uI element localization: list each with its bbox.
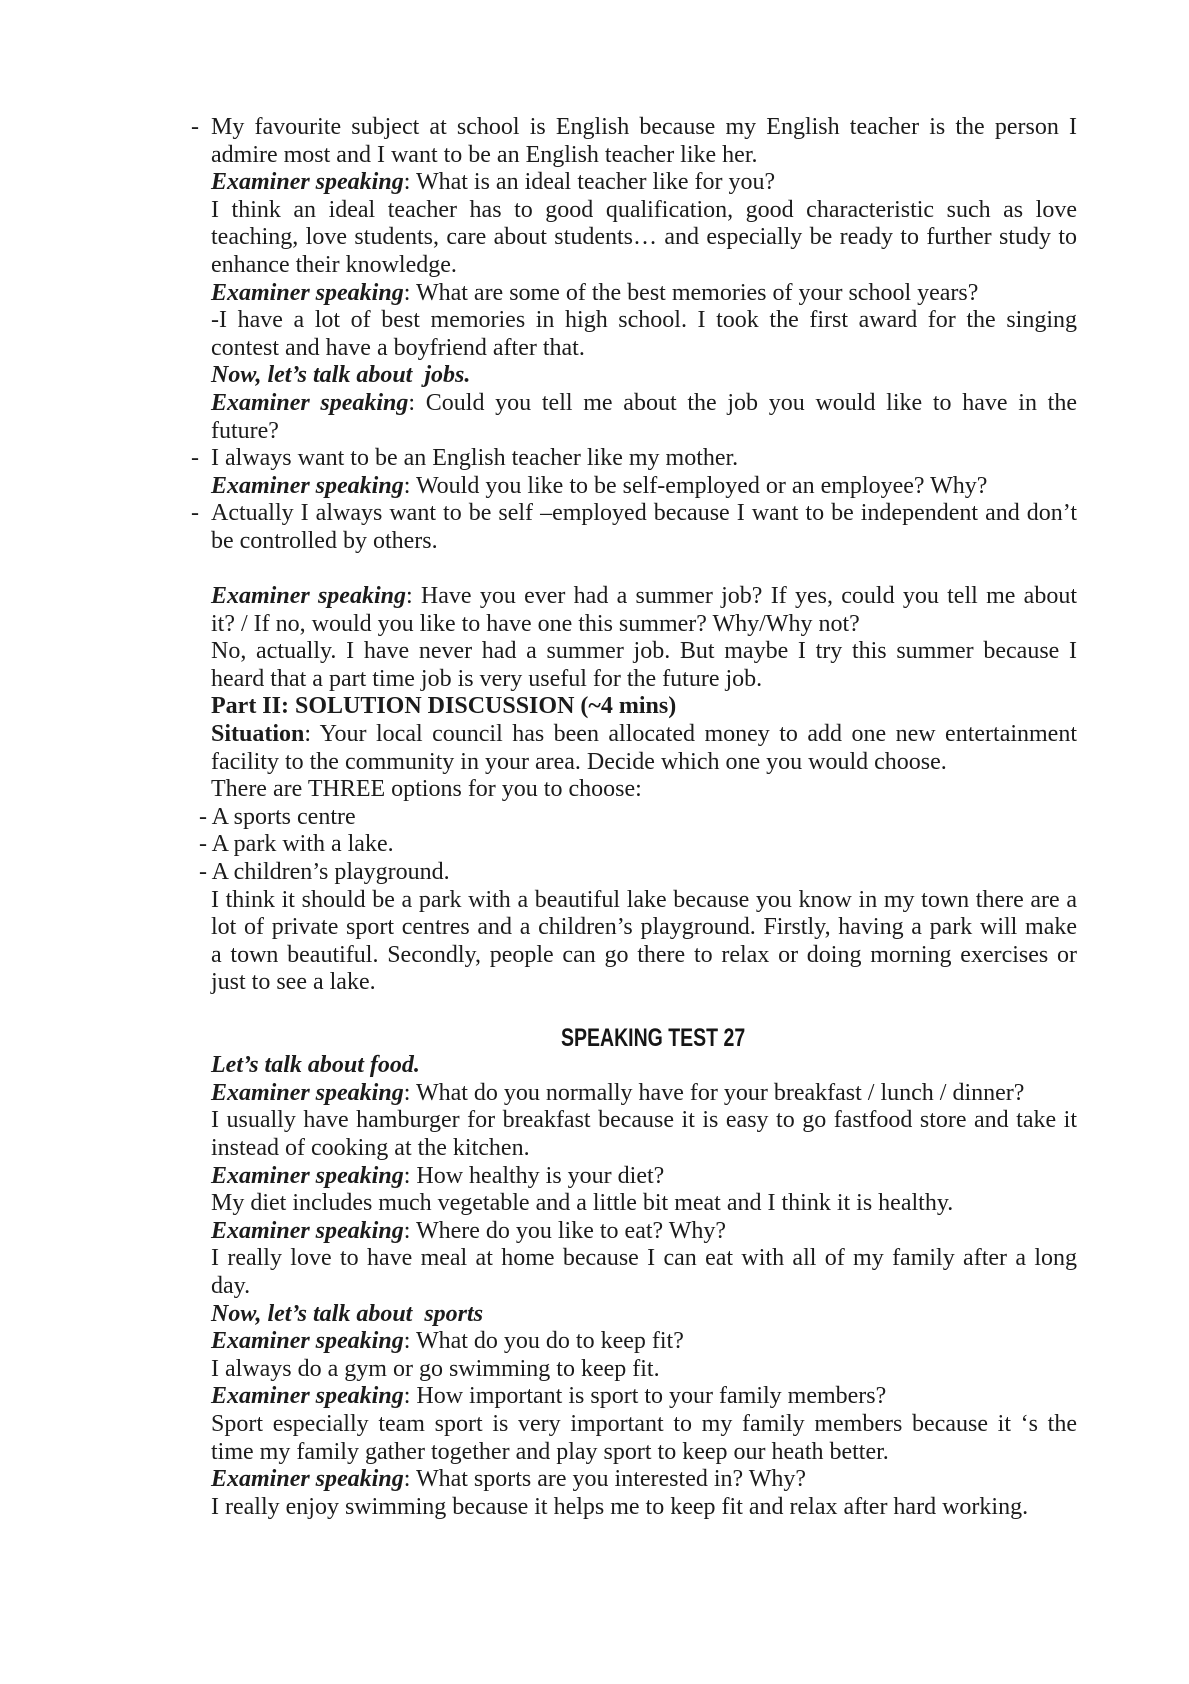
text-run: SPEAKING TEST 27 xyxy=(560,1023,746,1052)
text-line xyxy=(199,859,1077,887)
text-line xyxy=(211,1494,1077,1522)
text-run: There are THREE options for you to choose: xyxy=(211,776,642,803)
text-run: Examiner speaking xyxy=(211,472,404,499)
text-line xyxy=(211,666,1077,694)
text-run: : What sports are you interested in? Why? xyxy=(403,1466,807,1493)
text-line xyxy=(211,390,1077,418)
bullet-marker: - xyxy=(191,445,199,472)
text-run: Actually I always want to be self –employed because I want to be independent and don’t xyxy=(211,500,1077,527)
text-run: a town beautiful. Secondly, people can go there to relax or doing morning exercises or xyxy=(211,941,1077,968)
text-line xyxy=(211,1328,1077,1356)
text-run: Sport especially team sport is very important to my family members because it ‘s the xyxy=(211,1410,1077,1437)
text-line xyxy=(211,142,1077,170)
text-run: admire most and I want to be an English teacher like her. xyxy=(211,141,758,168)
text-run: time my family gather together and play sport to keep our heath better. xyxy=(211,1438,889,1465)
text-run: Examiner speaking xyxy=(211,279,404,306)
text-run: lot of private sport centres and a children’s playground. Firstly, having a park will make xyxy=(211,914,1077,941)
text-line xyxy=(211,307,1077,335)
text-line xyxy=(211,1218,1077,1246)
text-line xyxy=(211,942,1077,970)
text-line xyxy=(211,1135,1077,1163)
text-run: : Where do you like to eat? Why? xyxy=(403,1217,727,1244)
text-line xyxy=(211,224,1077,252)
text-line xyxy=(199,804,1077,832)
text-run: Examiner speaking xyxy=(211,169,404,196)
bullet-marker: - xyxy=(191,500,199,527)
text-run: - A sports centre xyxy=(199,803,356,830)
section-heading-text-wrap xyxy=(561,1025,745,1053)
text-run: teaching, love students, care about students… and especially be ready to further study to xyxy=(211,224,1077,251)
text-run: Examiner speaking xyxy=(211,1079,404,1106)
text-run: : How healthy is your diet? xyxy=(403,1162,665,1189)
text-run: Examiner speaking xyxy=(211,1383,404,1410)
text-line xyxy=(211,418,1077,446)
text-run: Part II: SOLUTION DISCUSSION (~4 mins) xyxy=(211,693,677,720)
text-run: I really love to have meal at home because I can eat with all of my family after a long xyxy=(211,1245,1077,1272)
text-run: Let’s talk about food. xyxy=(211,1052,420,1079)
text-run: Examiner speaking xyxy=(211,1162,404,1189)
text-line xyxy=(211,473,1077,501)
text-run: future? xyxy=(211,417,279,444)
text-line xyxy=(199,831,1077,859)
bullet-marker: - xyxy=(191,114,199,140)
text-line xyxy=(211,169,1077,197)
document-content xyxy=(191,114,1077,1521)
text-line xyxy=(211,1052,1077,1080)
text-run: : Your local council has been allocated money to add one new entertainment xyxy=(304,721,1077,748)
text-run: I usually have hamburger for breakfast because it is easy to go fastfood store and take it xyxy=(211,1107,1077,1134)
text-line xyxy=(211,1411,1077,1439)
text-line xyxy=(211,335,1077,363)
text-run: : Would you like to be self-employed or an employee? Why? xyxy=(403,472,988,499)
text-run: : Could you tell me about the job you would like to have in the xyxy=(408,389,1077,416)
text-run: Examiner speaking xyxy=(211,1217,404,1244)
text-line xyxy=(211,583,1077,611)
text-run: I always want to be an English teacher like my mother. xyxy=(211,445,739,472)
text-line xyxy=(211,969,1077,997)
text-line xyxy=(211,1439,1077,1467)
text-line xyxy=(211,1080,1077,1108)
text-line xyxy=(211,693,1077,721)
blank-line xyxy=(211,556,1077,584)
text-line xyxy=(191,114,1077,142)
text-run: : What are some of the best memories of your school years? xyxy=(403,279,979,306)
text-run: just to see a lake. xyxy=(211,969,376,996)
text-line xyxy=(211,252,1077,280)
section-heading xyxy=(211,1025,1077,1053)
text-line xyxy=(211,721,1077,749)
text-line xyxy=(211,1466,1077,1494)
text-run: : What do you do to keep fit? xyxy=(403,1328,684,1355)
text-run: : What is an ideal teacher like for you? xyxy=(403,169,776,196)
blank-line xyxy=(211,997,1077,1025)
text-run: Examiner speaking xyxy=(211,1466,404,1493)
text-run: No, actually. I have never had a summer job. But maybe I try this summer because I xyxy=(211,638,1077,665)
text-run: I really enjoy swimming because it helps me to keep fit and relax after hard working. xyxy=(211,1493,1029,1520)
text-line xyxy=(211,887,1077,915)
text-run: I think an ideal teacher has to good qualification, good characteristic such as love xyxy=(211,196,1077,223)
text-run: Now, let’s talk about sports xyxy=(211,1300,484,1327)
text-run: : What do you normally have for your breakfast / lunch / dinner? xyxy=(403,1079,1025,1106)
text-line xyxy=(211,914,1077,942)
text-run: -I have a lot of best memories in high school. I took the first award for the singing xyxy=(211,307,1077,334)
text-run: Examiner speaking xyxy=(211,389,409,416)
text-line xyxy=(211,197,1077,225)
text-line xyxy=(211,362,1077,390)
text-line xyxy=(211,528,1077,556)
text-run: it? / If no, would you like to have one this summer? Why/Why not? xyxy=(211,610,860,637)
text-run: instead of cooking at the kitchen. xyxy=(211,1134,530,1161)
text-run: - A children’s playground. xyxy=(199,859,450,886)
text-run: Now, let’s talk about jobs. xyxy=(211,362,471,389)
text-run: : How important is sport to your family members? xyxy=(403,1383,887,1410)
text-run: I always do a gym or go swimming to keep fit. xyxy=(211,1355,660,1382)
text-run: Examiner speaking xyxy=(211,1328,404,1355)
text-run: facility to the community in your area. Decide which one you would choose. xyxy=(211,748,947,775)
text-run: Situation xyxy=(211,721,305,748)
text-run: My diet includes much vegetable and a little bit meat and I think it is healthy. xyxy=(211,1190,954,1217)
text-line xyxy=(211,1383,1077,1411)
text-run: : Have you ever had a summer job? If yes, could you tell me about xyxy=(405,583,1077,610)
text-run: - A park with a lake. xyxy=(199,831,394,858)
text-line xyxy=(211,1163,1077,1191)
text-line xyxy=(191,500,1077,528)
text-run: enhance their knowledge. xyxy=(211,251,457,278)
text-line xyxy=(211,1245,1077,1273)
text-line xyxy=(211,1356,1077,1384)
text-line xyxy=(211,611,1077,639)
text-line xyxy=(211,749,1077,777)
text-line xyxy=(211,776,1077,804)
text-line xyxy=(211,638,1077,666)
text-line xyxy=(211,280,1077,308)
text-line xyxy=(211,1107,1077,1135)
text-run: Examiner speaking xyxy=(211,583,406,610)
text-run: be controlled by others. xyxy=(211,527,438,554)
text-line xyxy=(211,1273,1077,1301)
text-run: day. xyxy=(211,1272,251,1299)
text-run: My favourite subject at school is English because my English teacher is the person I xyxy=(211,114,1077,140)
text-run: heard that a part time job is very useful for the future job. xyxy=(211,665,763,692)
text-line xyxy=(211,1301,1077,1329)
text-run: contest and have a boyfriend after that. xyxy=(211,334,585,361)
text-line xyxy=(211,1190,1077,1218)
text-line xyxy=(191,445,1077,473)
text-run: I think it should be a park with a beautiful lake because you know in my town there are a xyxy=(211,886,1077,913)
